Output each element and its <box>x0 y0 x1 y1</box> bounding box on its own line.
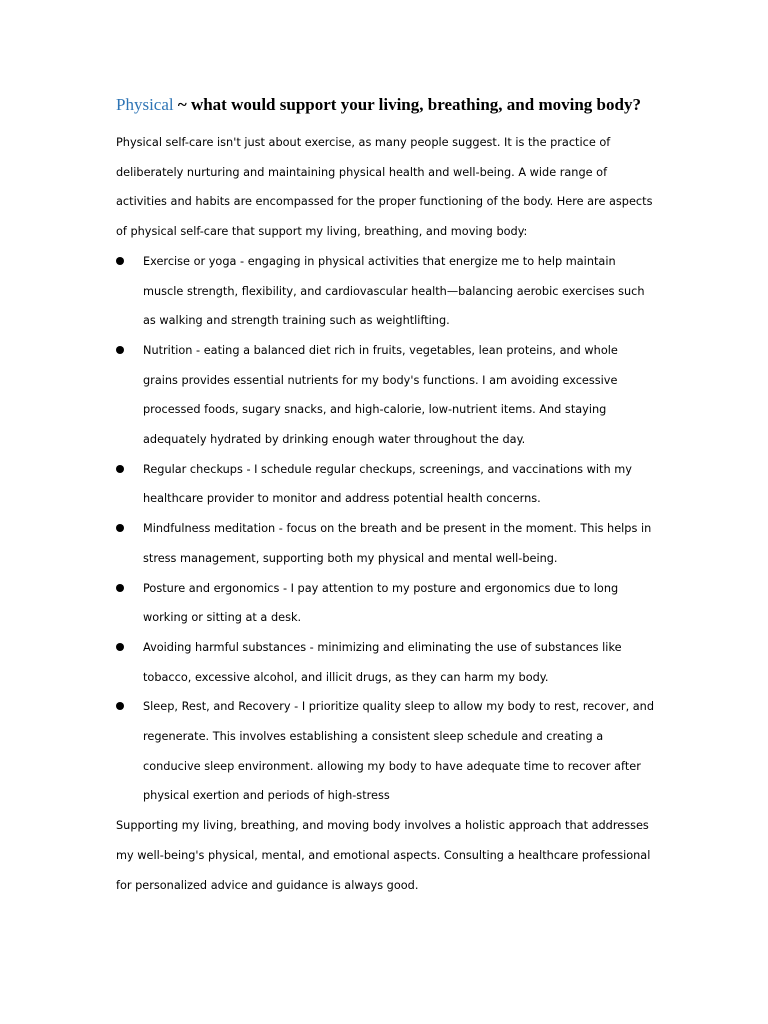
bullet-icon <box>116 584 124 592</box>
document-page <box>116 86 656 900</box>
conclusion-paragraph: Supporting my living, breathing, and moving body involves a holistic approach that addresses my well-being's physical, mental, and emotional aspects. Consulting a healthcare professional for personalized advice and guidance is always good. <box>116 819 651 892</box>
section-heading <box>116 86 656 124</box>
list-item <box>116 455 656 514</box>
list-item <box>116 574 656 633</box>
list-item-text: Nutrition - eating a balanced diet rich in fruits, vegetables, lean proteins, and whole grains provides essential nutrients for my body's functions. I am avoiding excessive processed foods, sugary snacks, and high-calorie, low-nutrient items. And staying adequately hydrated by drinking enough water throughout the day. <box>143 343 618 447</box>
list-item-text: Mindfulness meditation - focus on the breath and be present in the moment. This helps in stress management, supporting both my physical and mental well-being. <box>143 522 652 565</box>
heading-text: ~ what would support your living, breathing, and moving body? <box>173 95 641 114</box>
list-item-text: Posture and ergonomics - I pay attention to my posture and ergonomics due to long working or sitting at a desk. <box>143 581 619 625</box>
bullet-icon <box>116 257 124 265</box>
bullet-icon <box>116 524 124 532</box>
intro-paragraph: Physical self-care isn't just about exercise, as many people suggest. It is the practice of deliberately nurturing and maintaining physical health and well-being. A wide range of activities and habits are encompassed for the proper functioning of the body. Here are aspects of physical self-care that support my living, breathing, and moving body: <box>116 136 653 239</box>
list-item <box>116 514 656 573</box>
list-item <box>116 336 656 455</box>
bullet-icon <box>116 643 124 651</box>
bullet-icon <box>116 465 124 473</box>
list-item-text: Sleep, Rest, and Recovery - I prioritize quality sleep to allow my body to rest, recover, and regenerate. This involves establishing a consistent sleep schedule and creating a conducive sleep environment. allowing my body to have adequate time to recover after physical exertion and periods of high-stress <box>143 700 655 803</box>
bullet-icon <box>116 702 124 710</box>
heading-accent: Physical <box>116 95 174 114</box>
self-care-list <box>116 247 656 811</box>
list-item-text: Exercise or yoga - engaging in physical activities that energize me to help maintain muscle strength, flexibility, and cardiovascular health—balancing aerobic exercises such as walking and strength training such as weightlifting. <box>143 254 645 328</box>
list-item <box>116 633 656 692</box>
list-item <box>116 247 656 336</box>
list-item <box>116 692 656 811</box>
list-item-text: Avoiding harmful substances - minimizing and eliminating the use of substances like tobacco, excessive alcohol, and illicit drugs, as they can harm my body. <box>143 640 622 684</box>
bullet-icon <box>116 346 124 354</box>
list-item-text: Regular checkups - I schedule regular checkups, screenings, and vaccinations with my healthcare provider to monitor and address potential health concerns. <box>143 462 632 506</box>
